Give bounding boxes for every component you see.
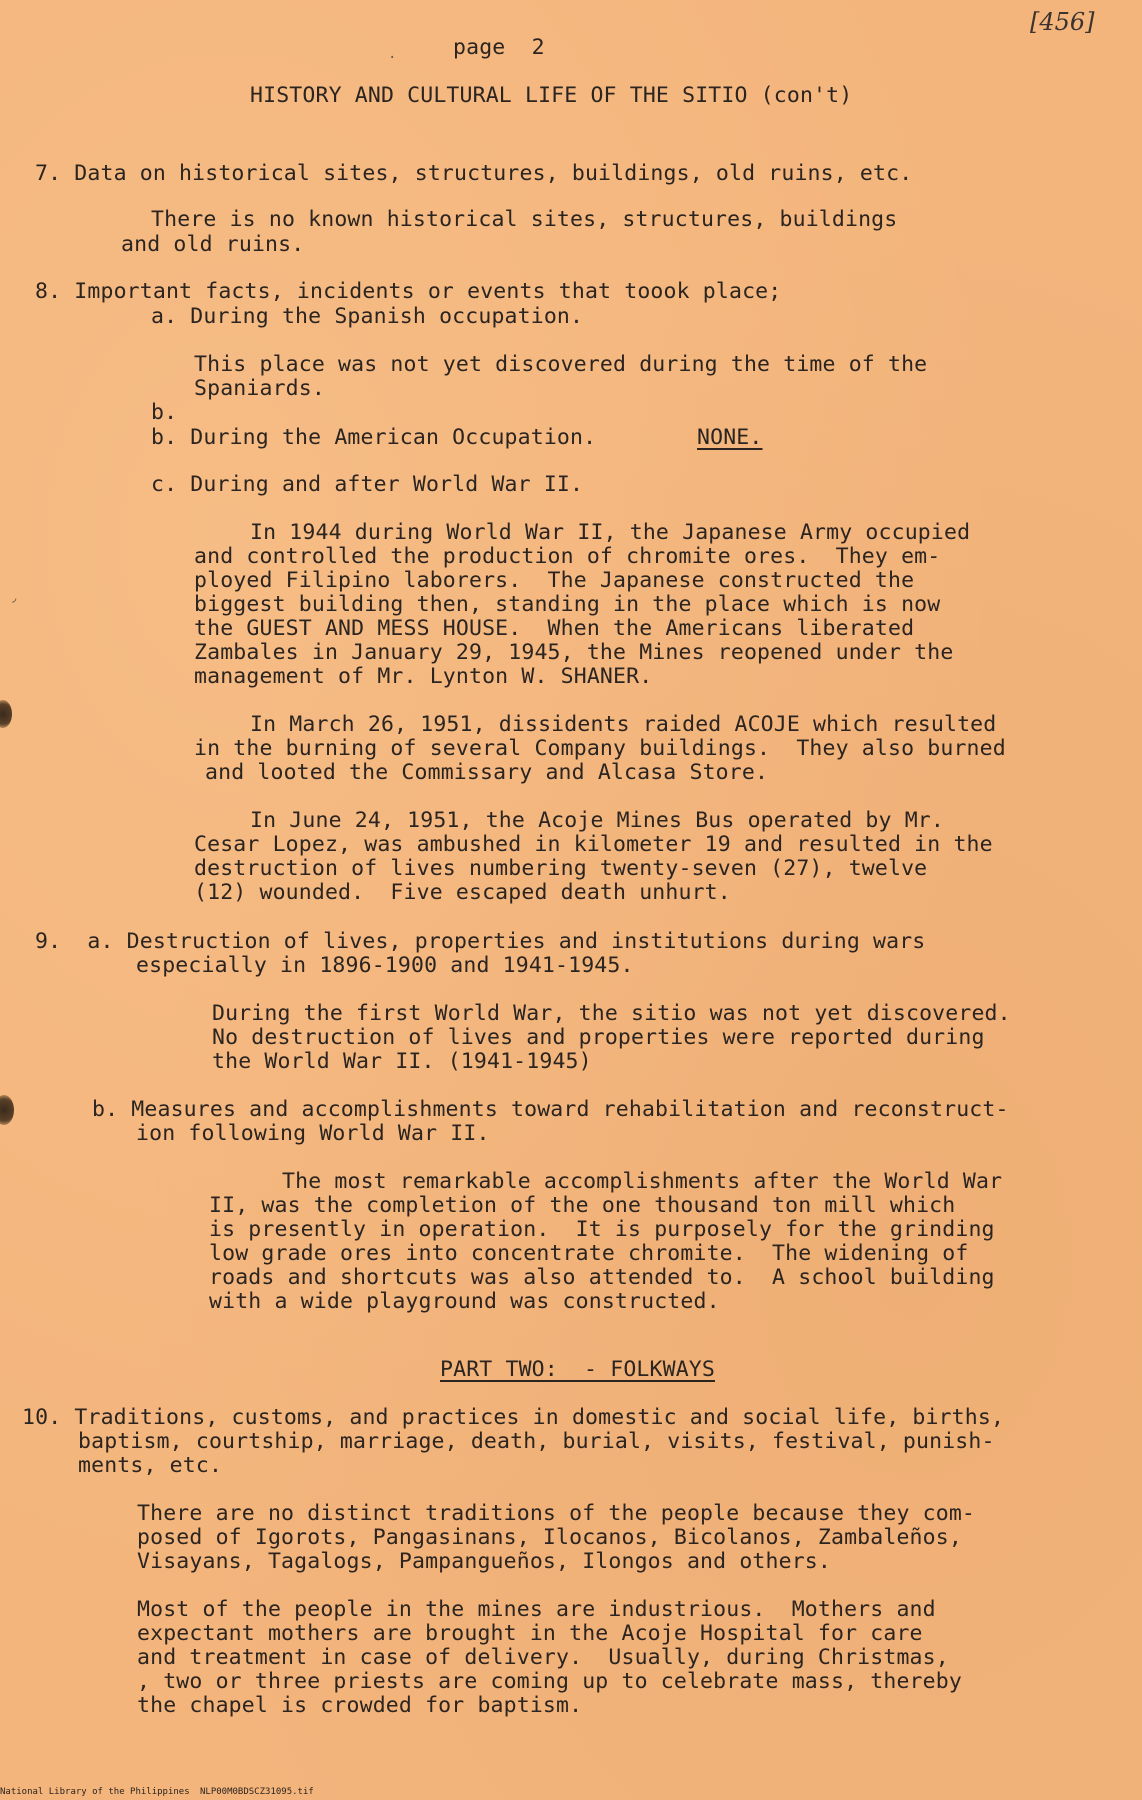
item8-c-para1-line: biggest building then, standing in the place which is now <box>194 592 941 617</box>
binder-hole-mark <box>0 1095 14 1125</box>
item9-b-body-line: II, was the completion of the one thousand ton mill which <box>209 1193 956 1218</box>
item8-c-para2-line: in the burning of several Company buildings. They also burned <box>194 736 1006 761</box>
binder-hole-mark <box>0 700 12 728</box>
item9-b-body-line: low grade ores into concentrate chromite. The widening of <box>209 1241 969 1266</box>
item10-para2-line: expectant mothers are brought in the Acoje Hospital for care <box>137 1621 923 1646</box>
item9-a-heading-line: especially in 1896-1900 and 1941-1945. <box>136 953 634 978</box>
item9-a-body-line: the World War II. (1941-1945) <box>212 1049 592 1074</box>
item9-a-heading-line: 9. a. Destruction of lives, properties and institutions during wars <box>35 929 926 954</box>
item10-para2-line: the chapel is crowded for baptism. <box>137 1693 583 1718</box>
item10-para2-line: , two or three priests are coming up to celebrate mass, thereby <box>137 1669 962 1694</box>
page-number: page 2 <box>453 35 545 60</box>
archive-number-mark: [456] <box>1030 8 1095 36</box>
item8-c-para3-line: Cesar Lopez, was ambushed in kilometer 19 and resulted in the <box>194 832 993 857</box>
item9-b-heading-line: ion following World War II. <box>136 1121 490 1146</box>
footer-library-name: National Library of the Philippines <box>0 1787 190 1797</box>
item9-b-heading-line: b. Measures and accomplishments toward rehabilitation and reconstruct- <box>92 1097 1009 1122</box>
paper-speck: · <box>388 50 397 66</box>
section-heading-part-two: PART TWO: - FOLKWAYS <box>440 1357 715 1382</box>
item8-c-para3-line: destruction of lives numbering twenty-seven (27), twelve <box>194 856 928 881</box>
item8-c-para1-line: management of Mr. Lynton W. SHANER. <box>194 664 653 689</box>
item8-c-para3-line: In June 24, 1951, the Acoje Mines Bus operated by Mr. <box>250 808 944 833</box>
item8-b-none: NONE. <box>697 425 763 450</box>
page-title: HISTORY AND CULTURAL LIFE OF THE SITIO (con't) <box>250 83 853 108</box>
item9-b-body-line: roads and shortcuts was also attended to. A school building <box>209 1265 995 1290</box>
item7-body-line: and old ruins. <box>121 232 305 257</box>
item10-para1-line: Visayans, Tagalogs, Pampangueños, Ilongos and others. <box>137 1549 831 1574</box>
item10-para1-line: posed of Igorots, Pangasinans, Ilocanos, Bicolanos, Zambaleños, <box>137 1525 962 1550</box>
item7-body-line: There is no known historical sites, structures, buildings <box>151 207 898 232</box>
item10-para1-line: There are no distinct traditions of the people because they com- <box>137 1501 976 1526</box>
item10-para2-line: Most of the people in the mines are industrious. Mothers and <box>137 1597 936 1622</box>
item7-heading: 7. Data on historical sites, structures, buildings, old ruins, etc. <box>35 161 913 186</box>
item8-b-label: b. During the American Occupation. <box>151 425 597 450</box>
item8-c-para1-line: and controlled the production of chromite ores. They em- <box>194 544 941 569</box>
item8-c-para1-line: In 1944 during World War II, the Japanese Army occupied <box>250 520 971 545</box>
item9-a-body-line: During the first World War, the sitio was not yet discovered. <box>212 1001 1011 1026</box>
item8-c-para1-line: the GUEST AND MESS HOUSE. When the Americans liberated <box>194 616 915 641</box>
item9-b-body-line: with a wide playground was constructed. <box>209 1289 720 1314</box>
item10-heading-line: ments, etc. <box>78 1453 223 1478</box>
item8-a-body-line: This place was not yet discovered during the time of the <box>194 352 928 377</box>
item10-heading-line: baptism, courtship, marriage, death, burial, visits, festival, punish- <box>78 1429 995 1454</box>
item9-b-body-line: is presently in operation. It is purposely for the grinding <box>209 1217 995 1242</box>
item8-c-para2-line: and looted the Commissary and Alcasa Store. <box>205 760 769 785</box>
item8-c-para3-line: (12) wounded. Five escaped death unhurt. <box>194 880 731 905</box>
item8-heading: 8. Important facts, incidents or events that toook place; <box>35 279 782 304</box>
item8-a-label: a. During the Spanish occupation. <box>151 304 584 329</box>
item8-b-stray: b. <box>151 400 178 425</box>
item8-a-body-line: Spaniards. <box>194 376 325 401</box>
item9-b-body-line: The most remarkable accomplishments after the World War <box>282 1169 1003 1194</box>
item9-a-body-line: No destruction of lives and properties were reported during <box>212 1025 985 1050</box>
item10-heading-line: 10. Traditions, customs, and practices in domestic and social life, births, <box>22 1405 1005 1430</box>
item10-para2-line: and treatment in case of delivery. Usually, during Christmas, <box>137 1645 949 1670</box>
item8-c-para2-line: In March 26, 1951, dissidents raided ACOJE which resulted <box>250 712 997 737</box>
paper-speck: ◞ <box>10 590 19 606</box>
item8-c-para1-line: ployed Filipino laborers. The Japanese constructed the <box>194 568 915 593</box>
item8-c-para1-line: Zambales in January 29, 1945, the Mines reopened under the <box>194 640 954 665</box>
footer-file-name: NLP00M0BDSCZ31095.tif <box>200 1787 314 1797</box>
item8-c-label: c. During and after World War II. <box>151 472 584 497</box>
